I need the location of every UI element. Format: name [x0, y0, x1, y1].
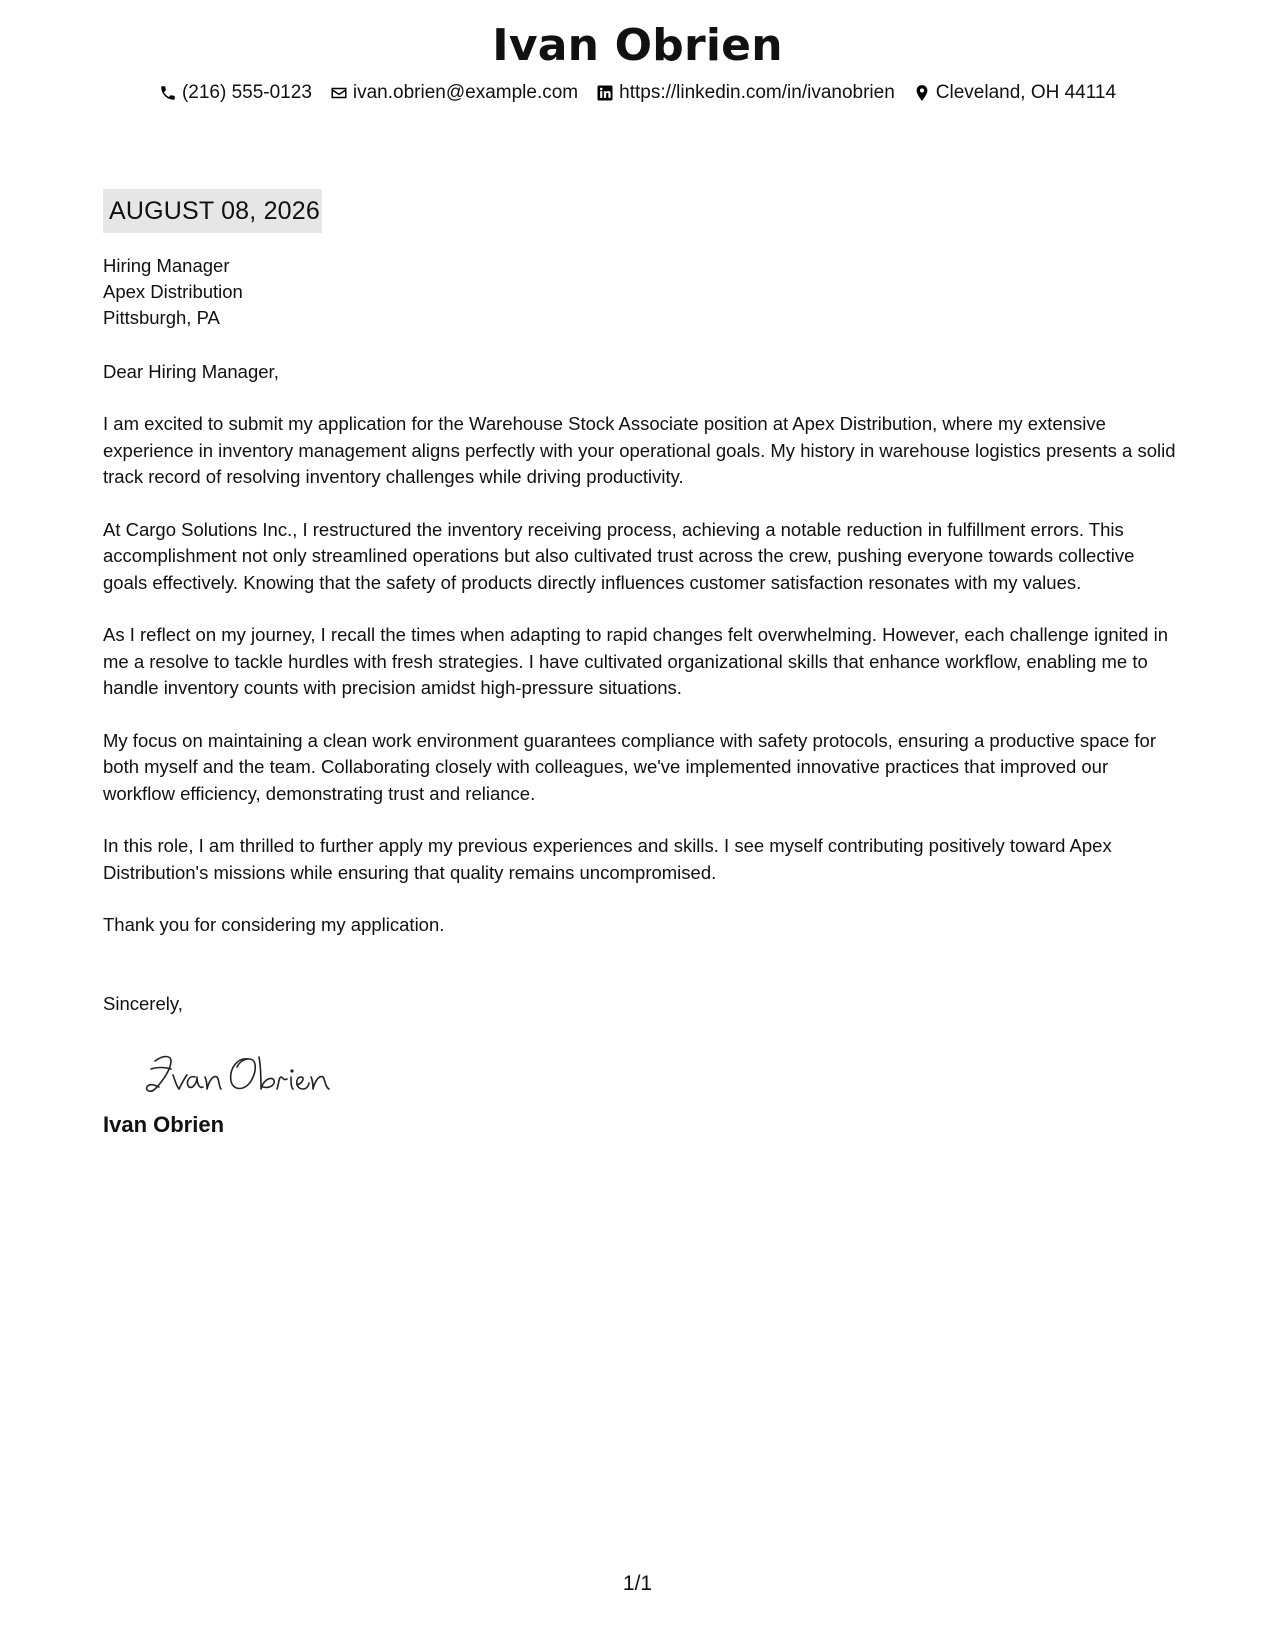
signature-drawing	[141, 1047, 341, 1103]
closing: Sincerely,	[103, 992, 183, 1014]
applicant-name: Ivan Obrien	[492, 20, 783, 71]
contact-linkedin	[596, 80, 895, 106]
email-address[interactable]: ivan.obrien@example.com	[352, 82, 579, 103]
paragraph-thank-you: Thank you for considering my application.	[103, 914, 445, 935]
paragraph-4: My focus on maintaining a clean work environment guarantees compliance with safety protocols, ensuring a productive space for both myself and the team. Collaborating closely with colleagues, we've implemented innovative practices that improved our workflow efficiency, demonstrating trust and reliance.	[103, 729, 1157, 804]
recipient-title: Hiring Manager	[103, 255, 230, 276]
linkedin-url[interactable]: https://linkedin.com/in/ivanobrien	[619, 82, 895, 103]
paragraph-2: At Cargo Solutions Inc., I restructured the inventory receiving process, achieving a notable reduction in fulfillment errors. This accomplishment not only streamlined operations but also cultivated trust across the crew, pushing everyone towards collective goals effectively. Knowing that the safety of products directly influences customer satisfaction resonates with my values.	[103, 518, 1135, 593]
contact-info	[0, 80, 1275, 106]
phone-icon	[159, 84, 177, 102]
salutation: Dear Hiring Manager,	[103, 361, 279, 382]
signer-name: Ivan Obrien	[103, 1111, 225, 1137]
paragraph-3: As I reflect on my journey, I recall the times when adapting to rapid changes felt overwhelming. However, each challenge ignited in me a resolve to tackle hurdles with fresh strategies. I have cultivated organizational skills that enhance workflow, enabling me to handle inventory counts with precision amidst high-pressure situations.	[103, 624, 1169, 698]
paragraph-5: In this role, I am thrilled to further apply my previous experiences and skills. I see myself contributing positively toward Apex Distribution's missions while ensuring that quality remains uncompromised.	[103, 835, 1112, 883]
recipient-company: Apex Distribution	[103, 281, 243, 302]
recipient-block	[103, 253, 1178, 331]
letter-date: AUGUST 08, 2026	[103, 189, 322, 233]
envelope-icon	[330, 84, 348, 102]
handwritten-signature	[141, 1047, 341, 1103]
phone-number: (216) 555-0123	[181, 82, 312, 103]
letter-header	[0, 18, 1275, 106]
page-number: 1/1	[622, 1572, 653, 1595]
paragraph-1: I am excited to submit my application for the Warehouse Stock Associate position at Apex Distribution, where my extensive experience in inventory management aligns perfectly with your operational goals. My history in warehouse logistics presents a solid track record of resolving inventory challenges while driving productivity.	[103, 413, 1176, 487]
letter-body	[103, 189, 1178, 1139]
map-pin-icon	[913, 84, 931, 102]
contact-email	[330, 80, 578, 106]
recipient-location: Pittsburgh, PA	[103, 307, 220, 328]
location-text: Cleveland, OH 44114	[935, 82, 1117, 103]
contact-phone	[159, 80, 312, 106]
contact-location	[913, 80, 1116, 106]
linkedin-icon	[596, 84, 614, 102]
